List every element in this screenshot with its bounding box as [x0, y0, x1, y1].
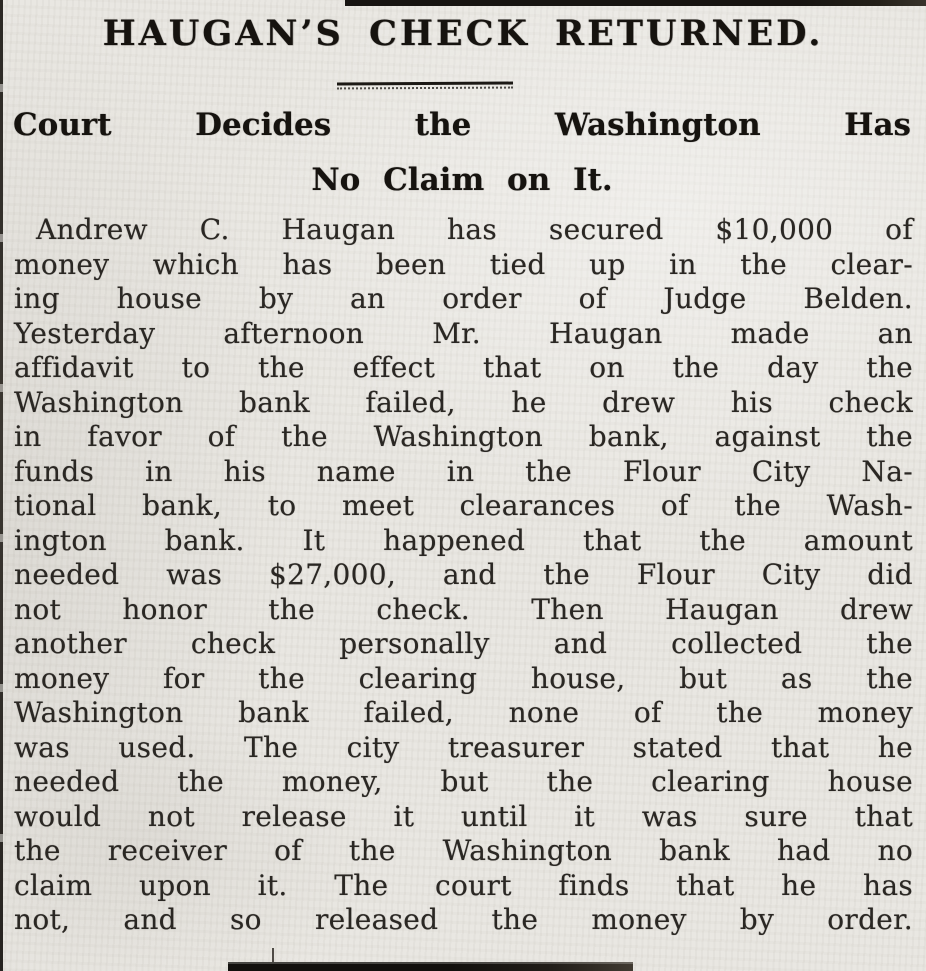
article-headline: HAUGAN’S CHECK RETURNED.	[102, 13, 824, 54]
body-text-line: tional bank, to meet clearances of the Wash-	[14, 489, 913, 522]
body-text-line: money for the clearing house, but as the	[14, 661, 913, 695]
body-text-line: Washington bank failed, he drew his check	[14, 385, 913, 419]
headline-divider-rule	[337, 82, 513, 90]
body-text-line: ing house by an order of Judge Belden.	[14, 282, 913, 315]
body-text-line: was used. The city treasurer stated that he	[14, 730, 913, 764]
article-subhead	[13, 98, 911, 208]
body-text-line: the receiver of the Washington bank had no	[14, 834, 913, 867]
body-text-line: in favor of the Washington bank, against the	[14, 420, 913, 453]
body-text-line: affidavit to the effect that on the day the	[14, 351, 913, 384]
subhead-line-2: No Claim on It.	[311, 162, 613, 198]
article-end-rule	[228, 962, 633, 971]
body-text-line: needed the money, but the clearing house	[14, 765, 913, 798]
body-text-line: needed was $27,000, and the Flour City did	[14, 558, 913, 591]
top-partial-rule	[345, 0, 926, 6]
body-text-line: funds in his name in the Flour City Na-	[14, 454, 913, 488]
body-text-line: claim upon it. The court finds that he has	[14, 868, 913, 902]
body-text-line: Washington bank failed, none of the money	[14, 696, 913, 729]
left-column-rule	[0, 0, 3, 971]
body-text-line: not, and so released the money by order.	[14, 903, 913, 936]
body-text-line: another check personally and collected the	[14, 627, 913, 660]
stray-ink-mark	[272, 948, 274, 963]
body-text-line: ington bank. It happened that the amount	[14, 523, 913, 557]
body-text-line: Andrew C. Haugan has secured $10,000 of	[36, 213, 913, 246]
body-text-line: money which has been tied up in the clear-	[14, 247, 913, 281]
article-body	[14, 213, 913, 938]
subhead-line-1: Court Decides the Washington Has	[13, 107, 911, 143]
body-text-line: Yesterday afternoon Mr. Haugan made an	[14, 316, 913, 350]
body-text-line: not honor the check. Then Haugan drew	[14, 592, 913, 626]
body-text-line: would not release it until it was sure that	[14, 799, 913, 833]
